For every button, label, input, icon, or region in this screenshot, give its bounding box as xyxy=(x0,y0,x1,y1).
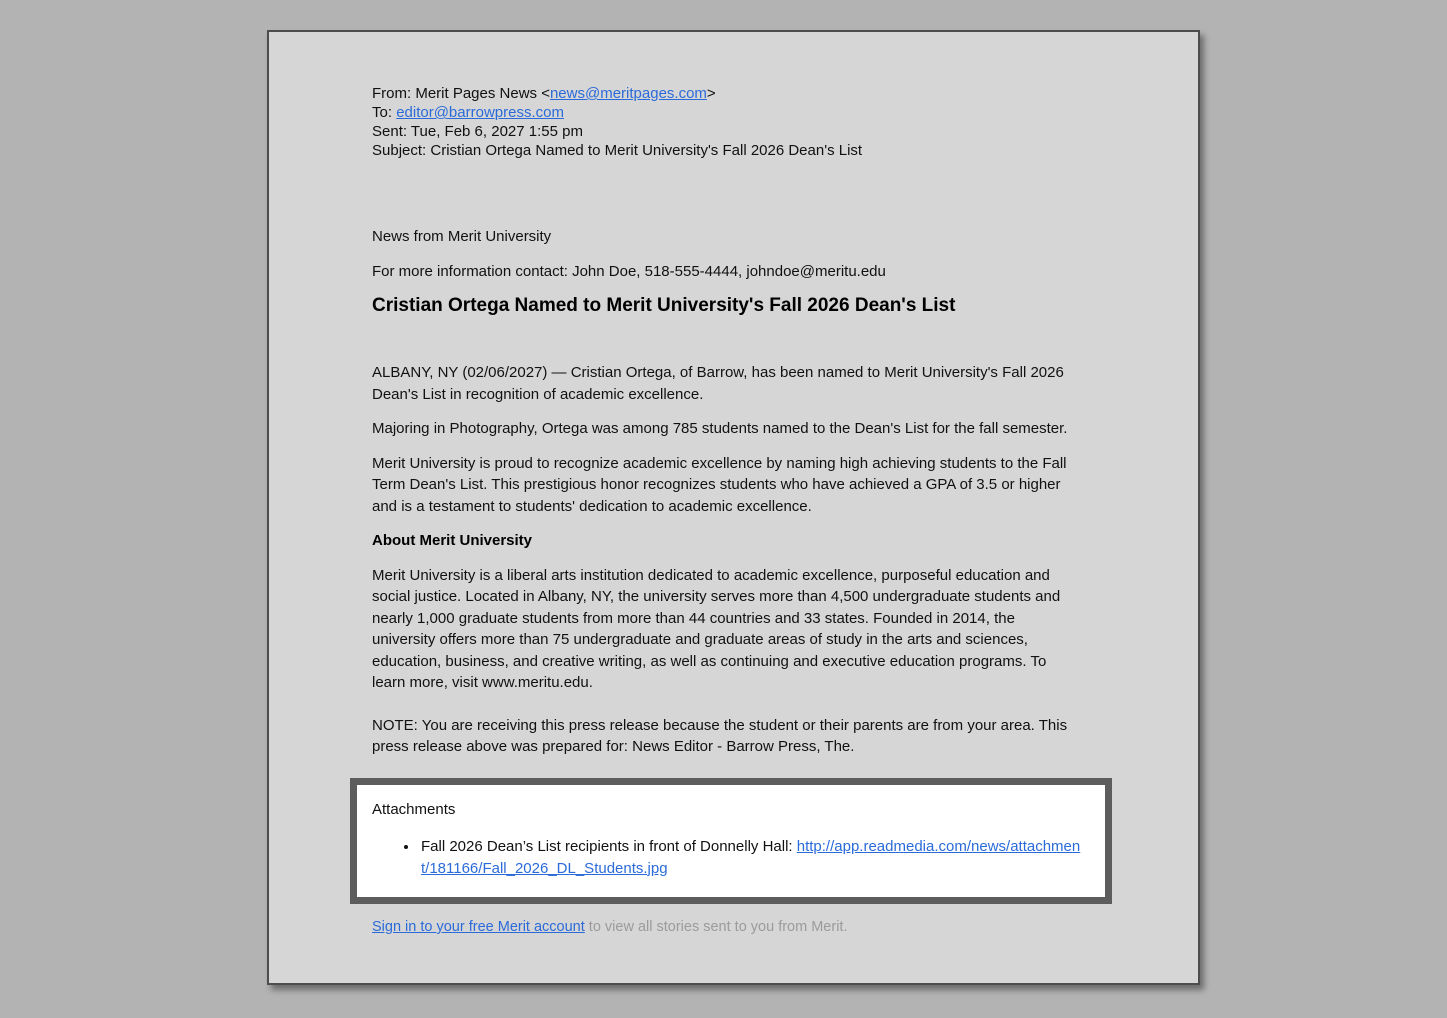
major-paragraph: Majoring in Photography, Ortega was among 785 students named to the Dean's List for the fall semester. xyxy=(372,420,1068,437)
news-source-line: News from Merit University xyxy=(372,228,552,245)
lead-paragraph: ALBANY, NY (02/06/2027) — Cristian Ortega, of Barrow, has been named to Merit University's Fall 2026 Dean's List in recognition of academic excellence. xyxy=(372,364,1064,403)
to-label: To: xyxy=(372,104,397,121)
signin-link[interactable]: Sign in to your free Merit account xyxy=(372,919,585,935)
subject-line: Subject: Cristian Ortega Named to Merit University's Fall 2026 Dean's List xyxy=(372,142,863,159)
note-paragraph: NOTE: You are receiving this press release because the student or their parents are from your area. This press release above was prepared for: News Editor - Barrow Press, The. xyxy=(372,716,1068,755)
attachment-label: Fall 2026 Dean’s List recipients in front of Donnelly Hall: xyxy=(421,838,797,855)
email-footer xyxy=(372,918,1070,937)
attachment-url-link[interactable]: http://app.readmedia.com/news/attachment/181166/Fall_2026_DL_Students.jpg xyxy=(421,838,1081,877)
from-label: From: Merit Pages News < xyxy=(372,85,550,102)
attachment-item xyxy=(419,836,1085,879)
from-line xyxy=(372,84,1070,103)
email-header xyxy=(372,84,1070,160)
attachments-box xyxy=(350,778,1112,905)
press-release-headline: Cristian Ortega Named to Merit University's Fall 2026 Dean's List xyxy=(372,295,956,316)
sent-line: Sent: Tue, Feb 6, 2027 1:55 pm xyxy=(372,123,583,140)
to-email-link[interactable]: editor@barrowpress.com xyxy=(396,104,564,121)
from-suffix: > xyxy=(706,85,716,102)
about-paragraph: Merit University is a liberal arts institution dedicated to academic excellence, purposeful education and social justice. Located in Albany, NY, the university serves more than 4,500 undergraduate students and nearly 1,000 graduate students from more than 44 countries and 33 states. Founded in 2014, the university offers more than 75 undergraduate and graduate areas of study in the arts and sciences, education, business, and creative writing, as well as continuing and executive education programs. To learn more, visit www.meritu.edu. xyxy=(372,566,1061,691)
email-body xyxy=(372,226,1070,758)
attachments-list xyxy=(372,836,1085,879)
email-window xyxy=(267,30,1200,985)
contact-line: For more information contact: John Doe, 518-555-4444, johndoe@meritu.edu xyxy=(372,262,886,280)
to-line xyxy=(372,103,1070,122)
signin-suffix: to view all stories sent to you from Merit. xyxy=(584,919,848,935)
about-heading: About Merit University xyxy=(372,532,533,549)
from-email-link[interactable]: news@meritpages.com xyxy=(549,85,707,102)
recognition-paragraph: Merit University is proud to recognize academic excellence by naming high achieving students to the Fall Term Dean's List. This prestigious honor recognizes students who have achieved a GPA of 3.5 or higher and is a testament to students' dedication to academic excellence. xyxy=(372,454,1067,515)
attachments-title: Attachments xyxy=(372,800,456,818)
